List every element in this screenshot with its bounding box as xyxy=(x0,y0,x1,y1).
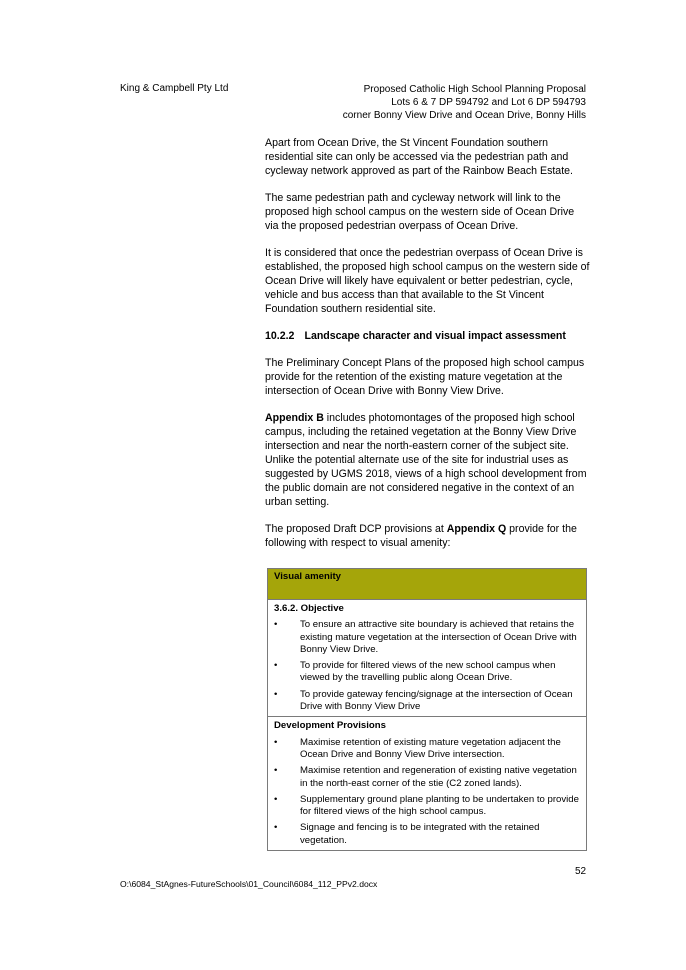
paragraph: It is considered that once the pedestrian overpass of Ocean Drive is established, the proposed high school campus on the western side of Ocean Drive will likely have equivalent or better pedestrian, cycle, vehicle and bus access than that available to the St Vincent Foundation southern residential site. xyxy=(265,247,590,315)
page-number: 52 xyxy=(575,866,587,877)
table-title: Visual amenity xyxy=(268,569,587,600)
section-number: 10.2.2 xyxy=(265,330,295,342)
provisions-list xyxy=(268,737,586,850)
list-item: • To provide for filtered views of the new school campus when viewed by the travelling public along Ocean Drive. xyxy=(274,660,582,685)
paragraph xyxy=(265,522,590,550)
section-title: Landscape character and visual impact assessment xyxy=(304,330,566,342)
visual-amenity-table xyxy=(267,568,587,851)
paragraph-text: includes photomontages of the proposed high school campus, including the retained vegetation at the Bonny View Drive intersection and near the north-eastern corner of the subject site. Unlike the potential alternate use of the site for industrial uses as suggested by UGMS 2018, views of a high school development from the public domain are not considered negative in the context of an urban setting. xyxy=(265,412,587,508)
header-line: corner Bonny View Drive and Ocean Drive, Bonny Hills xyxy=(342,110,586,121)
provisions-cell xyxy=(268,717,587,851)
provisions-heading: Development Provisions xyxy=(274,720,386,732)
footer-file-path: O:\6084_StAgnes-FutureSchools\01_Council\6084_112_PPv2.docx xyxy=(120,879,378,889)
paragraph: Apart from Ocean Drive, the St Vincent Foundation southern residential site can only be accessed via the pedestrian path and cycleway network approved as part of the Rainbow Beach Estate. xyxy=(265,137,573,177)
list-item: • To ensure an attractive site boundary is achieved that retains the existing mature vegetation at the intersection of Ocean Drive with Bonny View Drive. xyxy=(274,619,582,656)
list-item: • Maximise retention of existing mature vegetation adjacent the Ocean Drive and Bonny View Drive intersection. xyxy=(274,737,582,762)
paragraph-text: provide for the following with respect to visual amenity: xyxy=(265,523,577,549)
appendix-b-ref: Appendix B xyxy=(265,412,324,424)
header-company: King & Campbell Pty Ltd xyxy=(120,83,229,94)
list-item: • Maximise retention and regeneration of existing native vegetation in the north-east corner of the stie (C2 zoned lands). xyxy=(274,765,582,790)
list-item: • To provide gateway fencing/signage at the intersection of Ocean Drive with Bonny View Drive xyxy=(274,689,582,714)
objective-heading: 3.6.2. Objective xyxy=(274,603,344,614)
paragraph-text: The proposed Draft DCP provisions at xyxy=(265,523,447,535)
header-line: Proposed Catholic High School Planning Proposal xyxy=(363,84,586,95)
objective-cell xyxy=(268,600,587,717)
header-line: Lots 6 & 7 DP 594792 and Lot 6 DP 594793 xyxy=(391,97,586,108)
list-item: • Supplementary ground plane planting to be undertaken to provide for filtered views of the high school campus. xyxy=(274,794,582,819)
objective-list xyxy=(268,619,586,716)
paragraph: The Preliminary Concept Plans of the proposed high school campus provide for the retention of the existing mature vegetation at the intersection of Ocean Drive with Bonny View Drive. xyxy=(265,357,585,397)
paragraph xyxy=(265,411,590,509)
appendix-q-ref: Appendix Q xyxy=(446,523,507,535)
list-item: • Signage and fencing is to be integrated with the retained vegetation. xyxy=(274,822,582,847)
section-heading xyxy=(265,329,590,343)
body-text xyxy=(265,136,590,563)
paragraph: The same pedestrian path and cycleway network will link to the proposed high school campus on the western side of Ocean Drive via the proposed pedestrian overpass of Ocean Drive. xyxy=(265,192,575,232)
header-project-info xyxy=(343,83,586,122)
